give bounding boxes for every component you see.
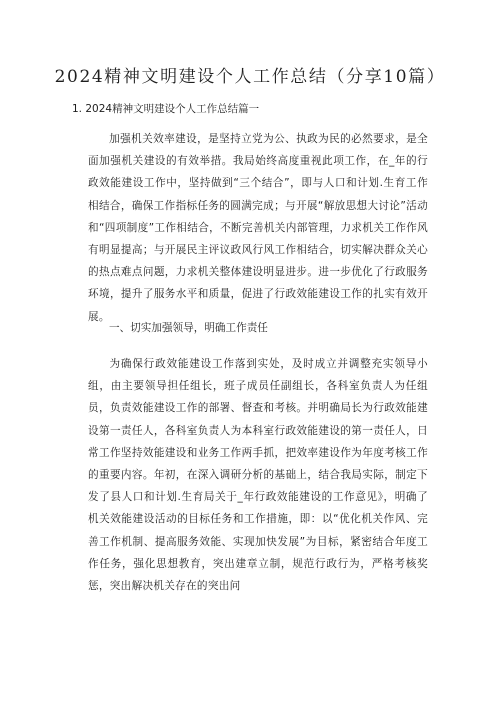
body-paragraph-2 (88, 353, 428, 597)
document-title: 2024精神文明建设个人工作总结（分享10篇） (54, 67, 446, 87)
sub-heading: 一、切实加强领导，明确工作责任 (109, 322, 268, 334)
paragraph-text: 加强机关效率建设，是坚持立党为公、执政为民的必然要求，是全面加强机关建设的有效举措。我局始终高度重视此项工作，在_年的行政效能建设工作中，坚持做到“三个结合”，即与人口和计划.生育工作相结合，确保工作指标任务的圆满完成；与开展“解放思想大讨论”活动和“四项制度”工作相结合，不断完善机关内部管理，力求机关工作作风有明显提高；与开展民主评议政风行风工作相结合，切实解决群众关心的热点难点问题，力求机关整体建设明显进步。进一步优化了行政服务环境，提升了服务水平和质量，促进了行政效能建设工作的扎实有效开展。 (88, 133, 428, 323)
paragraph-text: 为确保行政效能建设工作落到实处，及时成立并调整充实领导小组，由主要领导担任组长，班子成员任副组长，各科室负责人为任组员，负责效能建设工作的部署、督查和考核。并明确局长为行政效能建设第一责任人，各科室负责人为本科室行政效能建设的第一责任人，日常工作坚持效能建设和业务工作两手抓，把效率建设作为年度考核工作的重要内容。年初，在深入调研分析的基础上，结合我局实际，制定下发了县人口和计划.生育局关于_年行政效能建设的工作意见》，明确了机关效能建设活动的目标任务和工作措施，即：以“优化机关作风、完善工作机制、提高服务效能、实现加快发展”为目标，紧密结合年度工作任务，强化思想教育，突出建章立制，规范行政行为，严格考核奖惩，突出解决机关存在的突出问 (88, 358, 428, 593)
body-paragraph-1 (88, 128, 428, 328)
section-heading: 1. 2024精神文明建设个人工作总结篇一 (72, 103, 260, 115)
